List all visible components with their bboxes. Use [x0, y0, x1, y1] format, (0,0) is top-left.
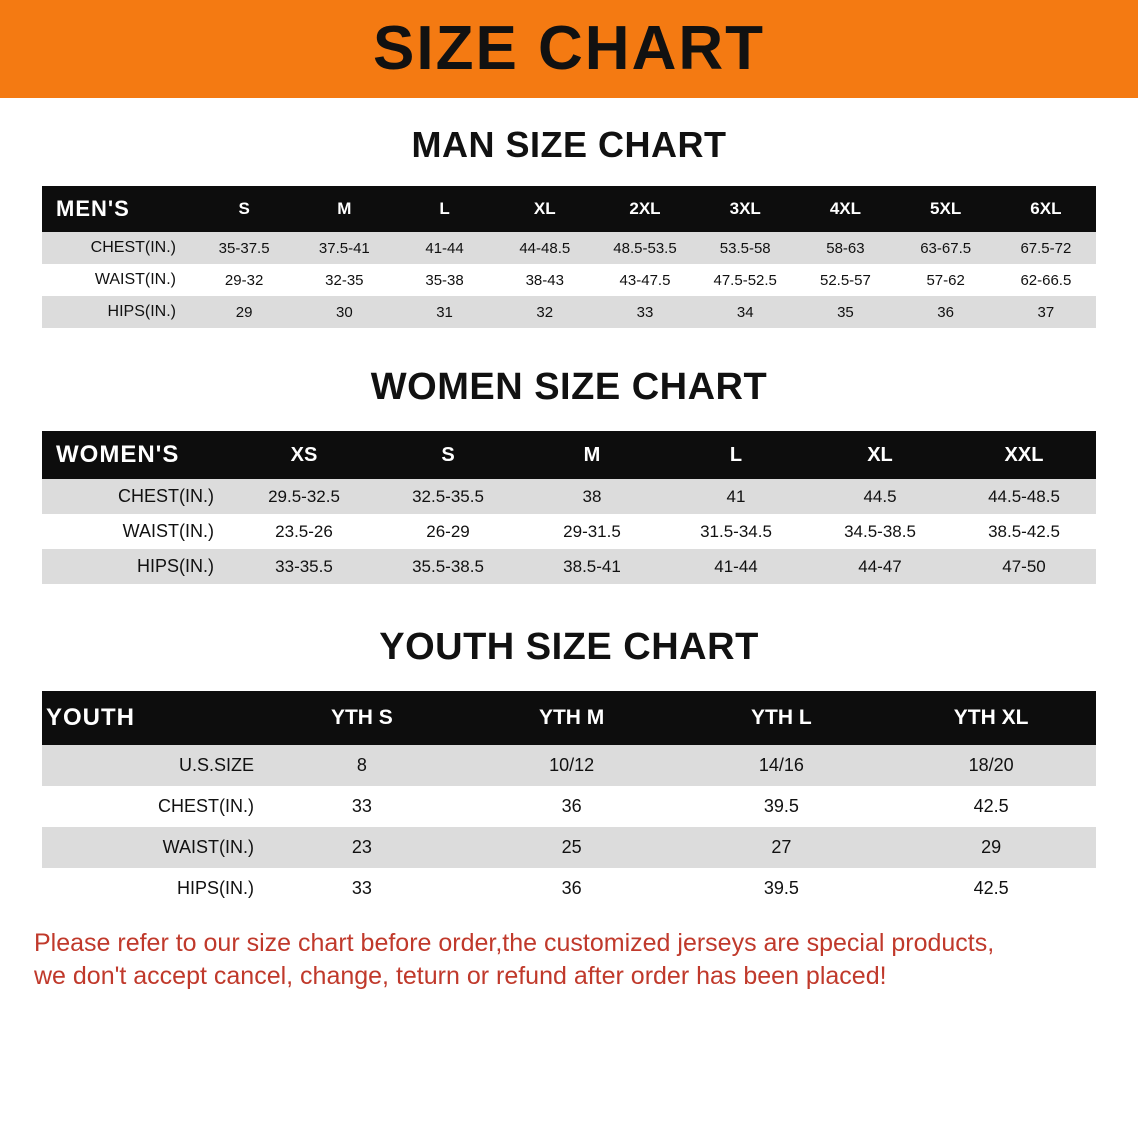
- table-cell: 23: [257, 827, 467, 868]
- table-cell: 29: [194, 296, 294, 328]
- table-cell: 36: [467, 868, 677, 909]
- table-cell: 31.5-34.5: [664, 514, 808, 549]
- table-cell: 42.5: [886, 868, 1096, 909]
- table-cell: 25: [467, 827, 677, 868]
- table-cell: 44.5-48.5: [952, 479, 1096, 514]
- policy-note-line1: Please refer to our size chart before order,the customized jerseys are special products,: [34, 929, 995, 957]
- row-label: U.S.SIZE: [42, 745, 257, 786]
- table-cell: 44-47: [808, 549, 952, 584]
- table-cell: 58-63: [795, 232, 895, 264]
- banner-title: SIZE CHART: [373, 14, 765, 83]
- table-cell: 27: [677, 827, 887, 868]
- row-label: HIPS(IN.): [42, 296, 194, 328]
- women-header-cell: XS: [232, 431, 376, 479]
- men-header-cell: 6XL: [996, 186, 1096, 232]
- table-row: [42, 549, 1096, 584]
- men-header-cell: XL: [495, 186, 595, 232]
- table-cell: 48.5-53.5: [595, 232, 695, 264]
- youth-size-table: [42, 691, 1096, 909]
- women-header-cell: XL: [808, 431, 952, 479]
- table-row: [42, 786, 1096, 827]
- table-cell: 41: [664, 479, 808, 514]
- row-label: CHEST(IN.): [42, 479, 232, 514]
- table-cell: 37: [996, 296, 1096, 328]
- row-label: WAIST(IN.): [42, 264, 194, 296]
- table-cell: 38: [520, 479, 664, 514]
- youth-header-cell: YOUTH: [42, 691, 257, 745]
- table-cell: 37.5-41: [294, 232, 394, 264]
- row-label: WAIST(IN.): [42, 514, 232, 549]
- policy-note-line2: we don't accept cancel, change, teturn or refund after order has been placed!: [34, 962, 887, 990]
- table-header-row: [42, 691, 1096, 745]
- table-cell: 29.5-32.5: [232, 479, 376, 514]
- table-cell: 33-35.5: [232, 549, 376, 584]
- table-cell: 53.5-58: [695, 232, 795, 264]
- table-cell: 18/20: [886, 745, 1096, 786]
- youth-header-cell: YTH L: [677, 691, 887, 745]
- women-header-cell: S: [376, 431, 520, 479]
- man-section-heading: MAN SIZE CHART: [411, 124, 727, 165]
- table-cell: 42.5: [886, 786, 1096, 827]
- table-cell: 29: [886, 827, 1096, 868]
- table-cell: 36: [896, 296, 996, 328]
- men-header-cell: 3XL: [695, 186, 795, 232]
- table-cell: 32: [495, 296, 595, 328]
- table-cell: 32.5-35.5: [376, 479, 520, 514]
- table-cell: 57-62: [896, 264, 996, 296]
- women-header-cell: M: [520, 431, 664, 479]
- youth-header-cell: YTH S: [257, 691, 467, 745]
- women-header-cell: WOMEN'S: [42, 431, 232, 479]
- women-table-wrapper: [0, 431, 1138, 584]
- table-row: [42, 827, 1096, 868]
- table-cell: 26-29: [376, 514, 520, 549]
- table-cell: 23.5-26: [232, 514, 376, 549]
- row-label: HIPS(IN.): [42, 549, 232, 584]
- table-cell: 52.5-57: [795, 264, 895, 296]
- men-header-cell: 2XL: [595, 186, 695, 232]
- women-header-cell: XXL: [952, 431, 1096, 479]
- table-cell: 29-32: [194, 264, 294, 296]
- table-cell: 34.5-38.5: [808, 514, 952, 549]
- table-cell: 41-44: [664, 549, 808, 584]
- table-cell: 38-43: [495, 264, 595, 296]
- table-cell: 44-48.5: [495, 232, 595, 264]
- table-row: [42, 296, 1096, 328]
- table-header-row: [42, 431, 1096, 479]
- table-row: [42, 264, 1096, 296]
- row-label: HIPS(IN.): [42, 868, 257, 909]
- men-header-cell: 4XL: [795, 186, 895, 232]
- table-cell: 35: [795, 296, 895, 328]
- table-cell: 35-38: [394, 264, 494, 296]
- women-section-heading: WOMEN SIZE CHART: [370, 366, 768, 408]
- table-cell: 47-50: [952, 549, 1096, 584]
- row-label: WAIST(IN.): [42, 827, 257, 868]
- table-cell: 33: [257, 786, 467, 827]
- table-cell: 35.5-38.5: [376, 549, 520, 584]
- table-cell: 62-66.5: [996, 264, 1096, 296]
- men-header-cell: 5XL: [896, 186, 996, 232]
- table-cell: 33: [595, 296, 695, 328]
- table-cell: 43-47.5: [595, 264, 695, 296]
- row-label: CHEST(IN.): [42, 232, 194, 264]
- men-header-cell: L: [394, 186, 494, 232]
- table-cell: 39.5: [677, 868, 887, 909]
- table-cell: 8: [257, 745, 467, 786]
- women-size-table: [42, 431, 1096, 584]
- men-size-table: [42, 186, 1096, 328]
- table-cell: 14/16: [677, 745, 887, 786]
- youth-section-heading: YOUTH SIZE CHART: [379, 626, 759, 668]
- youth-table-wrapper: [0, 691, 1138, 909]
- table-row: [42, 514, 1096, 549]
- men-header-cell: S: [194, 186, 294, 232]
- table-cell: 47.5-52.5: [695, 264, 795, 296]
- table-cell: 38.5-41: [520, 549, 664, 584]
- table-row: [42, 745, 1096, 786]
- women-header-cell: L: [664, 431, 808, 479]
- youth-header-cell: YTH M: [467, 691, 677, 745]
- banner: [0, 0, 1138, 98]
- man-table-wrapper: [0, 186, 1138, 328]
- table-cell: 31: [394, 296, 494, 328]
- table-cell: 39.5: [677, 786, 887, 827]
- table-cell: 67.5-72: [996, 232, 1096, 264]
- men-header-cell: MEN'S: [42, 186, 194, 232]
- table-header-row: [42, 186, 1096, 232]
- policy-note: [34, 927, 1104, 993]
- table-cell: 32-35: [294, 264, 394, 296]
- table-cell: 36: [467, 786, 677, 827]
- table-row: [42, 232, 1096, 264]
- youth-header-cell: YTH XL: [886, 691, 1096, 745]
- table-cell: 35-37.5: [194, 232, 294, 264]
- table-cell: 33: [257, 868, 467, 909]
- table-cell: 44.5: [808, 479, 952, 514]
- table-cell: 38.5-42.5: [952, 514, 1096, 549]
- table-row: [42, 479, 1096, 514]
- table-cell: 10/12: [467, 745, 677, 786]
- men-header-cell: M: [294, 186, 394, 232]
- table-cell: 41-44: [394, 232, 494, 264]
- table-cell: 29-31.5: [520, 514, 664, 549]
- table-cell: 30: [294, 296, 394, 328]
- table-cell: 63-67.5: [896, 232, 996, 264]
- row-label: CHEST(IN.): [42, 786, 257, 827]
- table-cell: 34: [695, 296, 795, 328]
- table-row: [42, 868, 1096, 909]
